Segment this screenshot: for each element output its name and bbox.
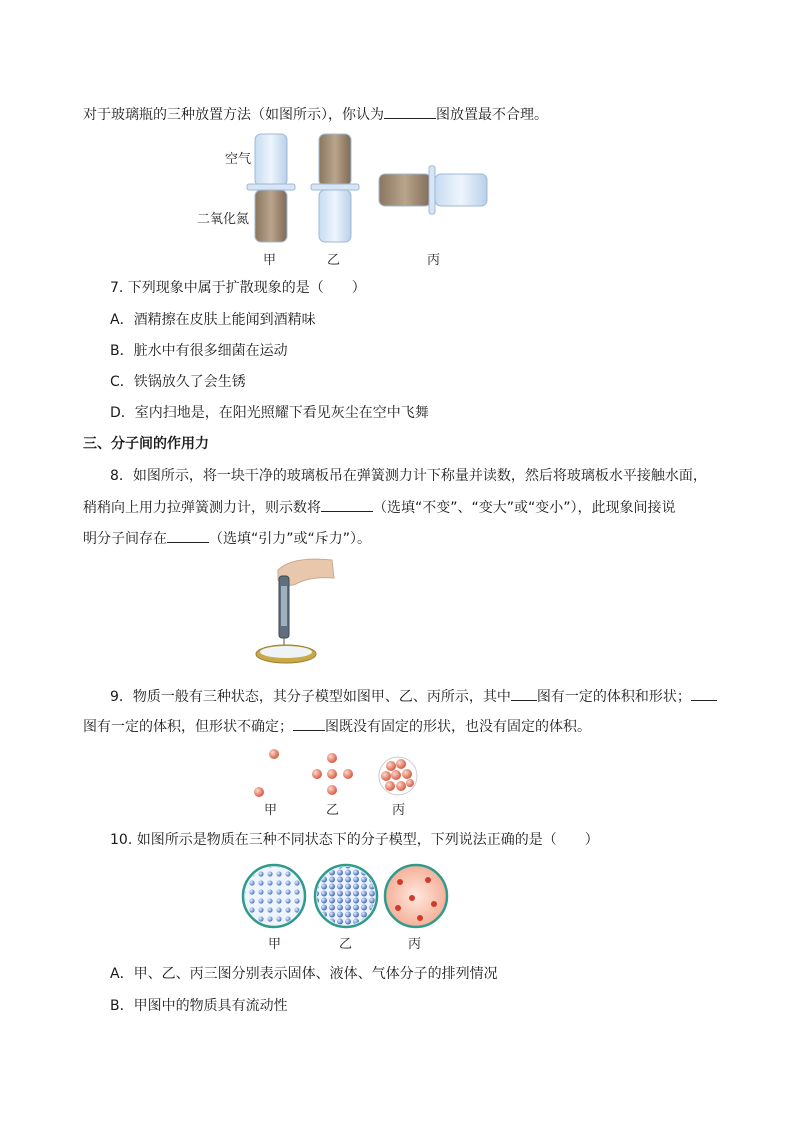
q8-line-3-b: （选填“引力”或“斥力”）。: [209, 531, 372, 547]
section-3-title: 三、分子间的作用力: [83, 436, 209, 452]
q9-liquid-model: [312, 753, 353, 795]
q10-option-a[interactable]: A．甲、乙、丙三图分别表示固体、液体、气体分子的排列情况: [110, 966, 498, 982]
q10-molecule-figure: [240, 862, 450, 954]
q9-answer-blank-2[interactable]: [691, 686, 717, 701]
bottle-set-yi: [311, 134, 359, 268]
q10-gas-model: [385, 865, 447, 927]
q8-line-2-b: （选填“不变”、“变大”或“变小”），此现象间接说: [373, 500, 676, 516]
q8-line-2: [83, 497, 676, 518]
bottle-set-bing: [379, 166, 487, 268]
q6-answer-blank[interactable]: [384, 104, 436, 119]
q9-line-2-b: 图既没有固定的形状，也没有固定的体积。: [325, 719, 591, 735]
q10-liquid-model: [243, 865, 305, 927]
q9-solid-model: [379, 757, 417, 795]
q6-text-a: 对于玻璃瓶的三种放置方法（如图所示），你认为: [83, 107, 384, 123]
q6-text-b: 图放置最不合理。: [436, 107, 548, 123]
q8-line-2-a: 稍稍向上用力拉弹簧测力计，则示数将: [83, 500, 321, 516]
q9-line-1-a: 9．物质一般有三种状态，其分子模型如图甲、乙、丙所示，其中: [110, 689, 511, 705]
q9-answer-blank-1[interactable]: [511, 686, 537, 701]
q6-caption-yi: 乙: [327, 253, 341, 268]
q7-option-c[interactable]: C．铁锅放久了会生锈: [110, 374, 246, 390]
q6-caption-jia: 甲: [263, 253, 277, 268]
q10-caption-yi: 乙: [339, 937, 353, 952]
q8-answer-blank-2[interactable]: [167, 528, 209, 543]
q6-label-air: 空气: [225, 152, 252, 167]
q9-line-1: [110, 686, 717, 707]
q6-caption-bing: 丙: [427, 253, 441, 268]
q9-caption-yi: 乙: [326, 803, 340, 818]
q9-line-1-b: 图有一定的体积和形状；: [536, 689, 691, 705]
q10-stem: 10. 如图所示是物质在三种不同状态下的分子模型，下列说法正确的是（ ）: [110, 832, 599, 848]
q8-answer-blank-1[interactable]: [321, 497, 373, 512]
q10-solid-model: [315, 865, 377, 927]
q8-line-1: 8．如图所示，将一块干净的玻璃板吊在弹簧测力计下称量并读数，然后将玻璃板水平接触水面，: [110, 468, 707, 484]
q9-molecule-figure: [250, 746, 422, 818]
q10-option-b[interactable]: B．甲图中的物质具有流动性: [110, 998, 288, 1014]
q8-line-3: [83, 528, 371, 549]
q6-bottle-figure: [197, 128, 505, 270]
q9-caption-bing: 丙: [392, 803, 406, 818]
q6-text: [83, 104, 548, 125]
q7-option-b[interactable]: B．脏水中有很多细菌在运动: [110, 343, 288, 359]
q9-line-2-a: 图有一定的体积，但形状不确定；: [83, 719, 293, 735]
q8-line-3-a: 明分子间存在: [83, 531, 167, 547]
q7-stem: 7. 下列现象中属于扩散现象的是（ ）: [110, 280, 366, 296]
q7-option-d[interactable]: D．室内扫地是，在阳光照耀下看见灰尘在空中飞舞: [110, 405, 429, 421]
q9-line-2: [83, 716, 591, 737]
q9-answer-blank-3[interactable]: [293, 716, 325, 731]
q7-option-a[interactable]: A．酒精擦在皮肤上能闻到酒精味: [110, 312, 316, 328]
q10-caption-jia: 甲: [268, 937, 282, 952]
q6-label-no2: 二氧化氮: [197, 212, 250, 227]
q9-gas-model: [254, 749, 279, 797]
q10-caption-bing: 丙: [408, 937, 422, 952]
q8-spring-scale-figure: [252, 556, 342, 668]
q9-caption-jia: 甲: [264, 803, 278, 818]
bottle-set-jia: [247, 134, 295, 268]
